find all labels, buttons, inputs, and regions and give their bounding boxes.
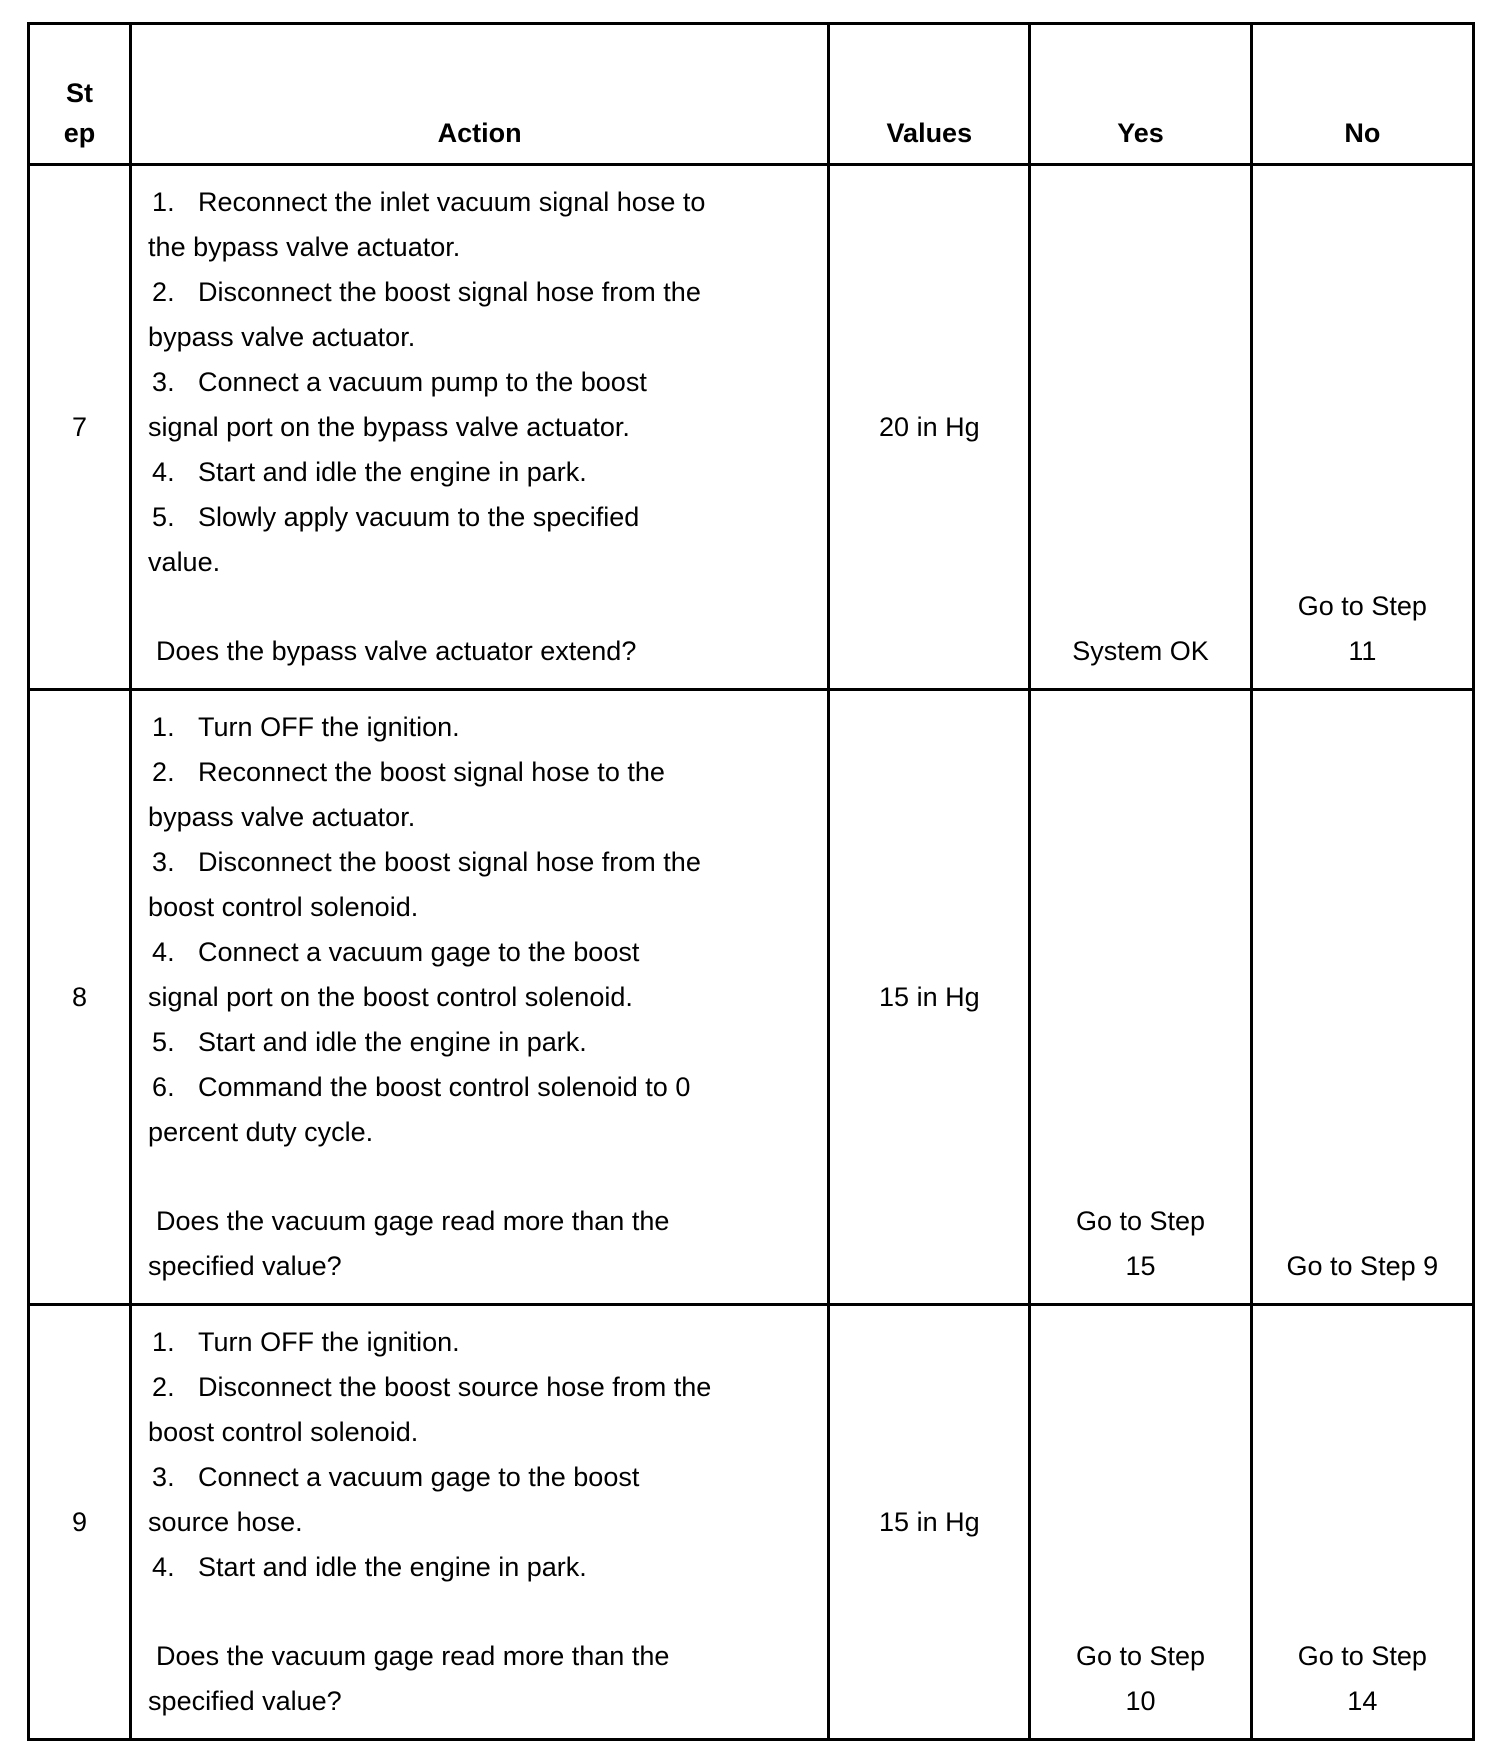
action-item [148,705,815,750]
action-item-number: 2. [152,757,175,787]
action-item-text: Turn OFF the ignition. [198,712,460,742]
yes-line1: Go to Step [1075,1206,1206,1236]
question [148,1634,815,1724]
action-item [148,360,815,450]
action-item-text: Reconnect the boost signal hose to the [198,757,665,787]
action-item-number: 3. [152,847,175,877]
action-item [148,1455,815,1545]
action-item-number: 1. [152,1327,175,1357]
yes-cell [1030,1305,1251,1740]
action-item [148,1365,815,1455]
action-item-number: 4. [152,457,175,487]
action-item-text: Connect a vacuum gage to the boost [198,1462,640,1492]
header-step-line1: St [66,78,94,108]
action-item-number: 1. [152,187,175,217]
action-item [148,1020,815,1065]
action-item-text: Connect a vacuum gage to the boost [198,937,640,967]
action-item-continuation: boost control solenoid. [148,892,419,922]
action-item-continuation: bypass valve actuator. [148,322,416,352]
question-line1: Does the bypass valve actuator extend? [156,636,637,666]
yes-line2: 15 [1125,1251,1156,1281]
action-item-text: Start and idle the engine in park. [198,1027,587,1057]
action-item-number: 4. [152,1552,175,1582]
action-item-number: 5. [152,1027,175,1057]
action-item-text: Slowly apply vacuum to the specified [198,502,640,532]
value-cell: 15 in Hg [829,690,1030,1305]
header-no: No [1251,24,1473,165]
action-item-number: 3. [152,1462,175,1492]
action-item [148,495,815,585]
action-item [148,1545,815,1590]
step-number: 9 [29,1305,131,1740]
header-step [29,24,131,165]
no-cell [1251,690,1473,1305]
action-item-text: Start and idle the engine in park. [198,1552,587,1582]
action-item [148,1320,815,1365]
no-line1: Go to Step 9 [1286,1251,1439,1281]
diagnostic-table [27,22,1475,1741]
step-number: 7 [29,165,131,690]
value-cell: 15 in Hg [829,1305,1030,1740]
action-item-number: 2. [152,277,175,307]
action-item-continuation: bypass valve actuator. [148,802,416,832]
action-item-text: Command the boost control solenoid to 0 [198,1072,691,1102]
table-body [29,165,1474,1740]
header-values: Values [829,24,1030,165]
question-line1: Does the vacuum gage read more than the [156,1206,670,1236]
no-line1: Go to Step [1297,1641,1427,1671]
no-cell [1251,165,1473,690]
table-row [29,690,1474,1305]
action-item-continuation: value. [148,547,221,577]
step-number: 8 [29,690,131,1305]
action-item-number: 2. [152,1372,175,1402]
action-cell [131,690,829,1305]
header-action: Action [131,24,829,165]
no-line2: 11 [1348,636,1377,666]
question-line1: Does the vacuum gage read more than the [156,1641,670,1671]
question [148,629,815,674]
action-item-text: Disconnect the boost signal hose from the [198,847,701,877]
action-item [148,270,815,360]
action-item-continuation: signal port on the bypass valve actuator. [148,412,630,442]
header-row [29,24,1474,165]
no-line2: 14 [1347,1686,1378,1716]
no-cell [1251,1305,1473,1740]
action-item-number: 5. [152,502,175,532]
action-item [148,180,815,270]
action-item [148,450,815,495]
action-item-text: Disconnect the boost source hose from the [198,1372,712,1402]
action-item [148,930,815,1020]
action-item-number: 3. [152,367,175,397]
question-line2: specified value? [148,1251,342,1281]
action-item-continuation: percent duty cycle. [148,1117,374,1147]
table-row [29,165,1474,690]
header-yes: Yes [1030,24,1251,165]
yes-line1: Go to Step [1075,1641,1206,1671]
action-item-continuation: signal port on the boost control solenoid. [148,982,633,1012]
action-item-number: 4. [152,937,175,967]
action-item-continuation: the bypass valve actuator. [148,232,461,262]
action-item-text: Turn OFF the ignition. [198,1327,460,1357]
header-step-line2: ep [63,118,96,148]
action-item-text: Disconnect the boost signal hose from the [198,277,701,307]
action-item [148,840,815,930]
table-row [29,1305,1474,1740]
action-item-text: Reconnect the inlet vacuum signal hose to [198,187,706,217]
yes-cell [1030,165,1251,690]
question [148,1199,815,1289]
action-item-text: Start and idle the engine in park. [198,457,587,487]
no-line1: Go to Step [1297,591,1427,621]
yes-line1: System OK [1072,636,1209,666]
action-item [148,1065,815,1155]
value-cell: 20 in Hg [829,165,1030,690]
action-item-continuation: source hose. [148,1507,303,1537]
action-item-continuation: boost control solenoid. [148,1417,419,1447]
action-item-number: 1. [152,712,175,742]
action-item-text: Connect a vacuum pump to the boost [198,367,647,397]
question-line2: specified value? [148,1686,342,1716]
action-item-number: 6. [152,1072,175,1102]
action-item [148,750,815,840]
yes-line2: 10 [1125,1686,1156,1716]
yes-cell [1030,690,1251,1305]
action-cell [131,1305,829,1740]
action-cell [131,165,829,690]
